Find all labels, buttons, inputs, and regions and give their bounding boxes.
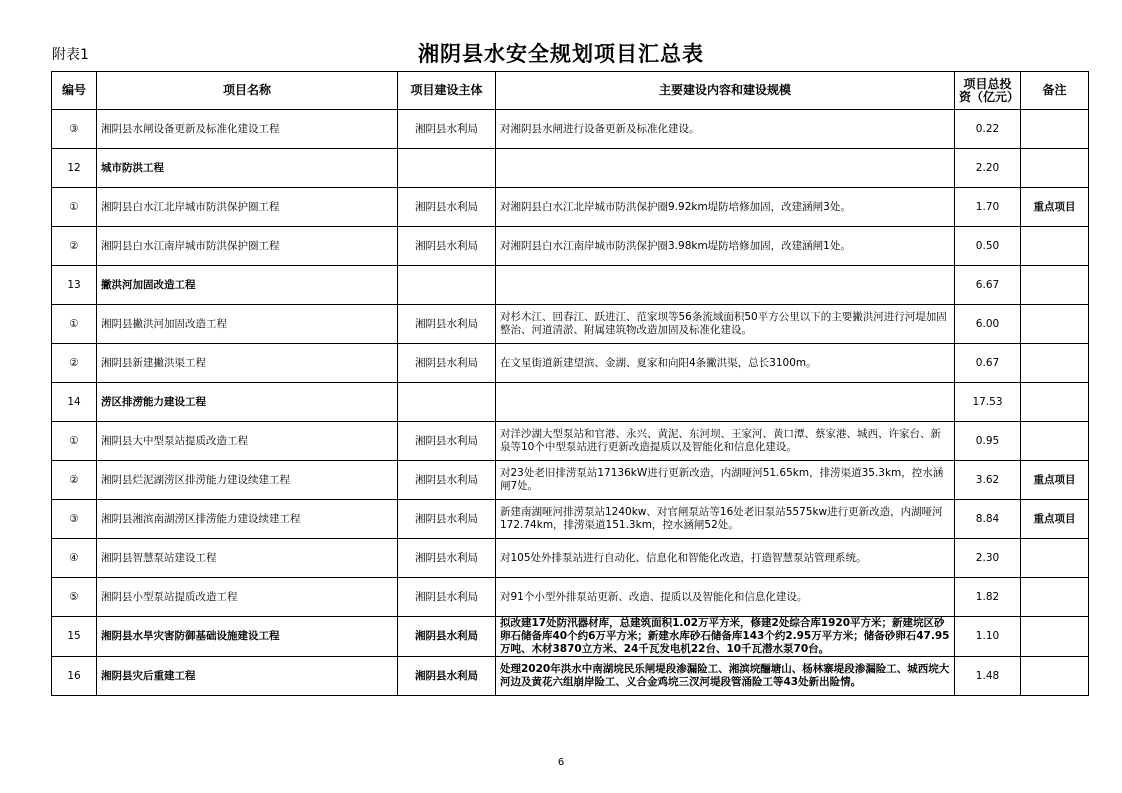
- project-name: 湘阴县白水江北岸城市防洪保护圈工程: [97, 188, 398, 227]
- project-note: [1021, 422, 1089, 461]
- project-owner: 湘阴县水利局: [398, 500, 496, 539]
- table-row: [52, 227, 1089, 266]
- row-number: ①: [52, 188, 97, 227]
- project-content: [496, 383, 955, 422]
- total-investment: 0.95: [955, 422, 1021, 461]
- project-content: 对105处外排泵站进行自动化、信息化和智能化改造，打造智慧泵站管理系统。: [496, 539, 955, 578]
- row-number: 15: [52, 617, 97, 657]
- row-number: ④: [52, 539, 97, 578]
- project-content: 在文星街道新建望滨、金湖、夏家和向阳4条撇洪渠，总长3100m。: [496, 344, 955, 383]
- table-row: [52, 422, 1089, 461]
- table-row: [52, 110, 1089, 149]
- project-content: 拟改建17处防汛器材库，总建筑面积1.02万平方米，修建2处综合库1920平方米；新建垸区砂卵石储备库40个约6万平方米；新建水库砂石储备库143个约2.95万平方米；储备砂卵石47.95万吨、木材3870立方米、24千瓦发电机22台、10千瓦潜水泵70台。: [496, 617, 955, 657]
- project-name: 湘阴县大中型泵站提质改造工程: [97, 422, 398, 461]
- table-row: [52, 149, 1089, 188]
- project-content: 对湘阴县白水江北岸城市防洪保护圈9.92km堤防培修加固，改建涵闸3处。: [496, 188, 955, 227]
- total-investment: 6.00: [955, 305, 1021, 344]
- project-name: 湘阴县灾后重建工程: [97, 657, 398, 696]
- project-content: [496, 149, 955, 188]
- total-investment: 1.10: [955, 617, 1021, 657]
- table-row: [52, 461, 1089, 500]
- project-name: 湘阴县新建撇洪渠工程: [97, 344, 398, 383]
- project-owner: 湘阴县水利局: [398, 422, 496, 461]
- total-investment: 8.84: [955, 500, 1021, 539]
- row-number: ①: [52, 305, 97, 344]
- project-name: 湘阴县小型泵站提质改造工程: [97, 578, 398, 617]
- table-row: [52, 383, 1089, 422]
- table-row: [52, 578, 1089, 617]
- table-row: [52, 617, 1089, 657]
- row-number: ①: [52, 422, 97, 461]
- col-header-invest: 项目总投资（亿元）: [955, 72, 1021, 110]
- project-note: 重点项目: [1021, 188, 1089, 227]
- table-body: [52, 110, 1089, 696]
- project-name: 城市防洪工程: [97, 149, 398, 188]
- col-header-no: 编号: [52, 72, 97, 110]
- project-owner: 湘阴县水利局: [398, 110, 496, 149]
- project-owner: 湘阴县水利局: [398, 578, 496, 617]
- row-number: ②: [52, 227, 97, 266]
- col-header-content: 主要建设内容和建设规模: [496, 72, 955, 110]
- project-content: [496, 266, 955, 305]
- project-content: 对91个小型外排泵站更新、改造、提质以及智能化和信息化建设。: [496, 578, 955, 617]
- project-note: [1021, 617, 1089, 657]
- table-row: [52, 344, 1089, 383]
- table-row: [52, 657, 1089, 696]
- total-investment: 3.62: [955, 461, 1021, 500]
- project-note: [1021, 578, 1089, 617]
- project-content: 对洋沙湖大型泵站和官港、永兴、黄泥、东河坝、王家河、黄口潭、蔡家港、城西、许家台、新泉等10个中型泵站进行更新改造提质以及智能化和信息化建设。: [496, 422, 955, 461]
- col-header-owner: 项目建设主体: [398, 72, 496, 110]
- project-owner: 湘阴县水利局: [398, 344, 496, 383]
- project-content: 对湘阴县白水江南岸城市防洪保护圈3.98km堤防培修加固，改建涵闸1处。: [496, 227, 955, 266]
- project-name: 湘阴县智慧泵站建设工程: [97, 539, 398, 578]
- project-note: [1021, 149, 1089, 188]
- project-name: 湘阴县水旱灾害防御基础设施建设工程: [97, 617, 398, 657]
- project-owner: 湘阴县水利局: [398, 188, 496, 227]
- project-content: 对湘阴县水闸进行设备更新及标准化建设。: [496, 110, 955, 149]
- table-row: [52, 266, 1089, 305]
- project-content: 对杉木江、回春江、跃进江、范家坝等56条流域面积50平方公里以下的主要撇洪河进行河堤加固整治、河道清淤、附属建筑物改造加固及标准化建设。: [496, 305, 955, 344]
- project-summary-table: [51, 71, 1089, 696]
- project-content: 对23处老旧排涝泵站17136kW进行更新改造，内湖哑河51.65km，排涝渠道35.3km，控水涵闸7处。: [496, 461, 955, 500]
- table-row: [52, 539, 1089, 578]
- total-investment: 17.53: [955, 383, 1021, 422]
- project-note: [1021, 227, 1089, 266]
- table-row: [52, 188, 1089, 227]
- project-content: 处理2020年洪水中南湖垸民乐闸堤段渗漏险工、湘滨垸酾塘山、杨林寨堤段渗漏险工、城西垸大河边及黄花六组崩岸险工、义合金鸡垸三汊河堤段管涌险工等43处新出险情。: [496, 657, 955, 696]
- table-header-row: [52, 72, 1089, 110]
- project-name: 湘阴县白水江南岸城市防洪保护圈工程: [97, 227, 398, 266]
- project-content: 新建南湖哑河排涝泵站1240kw、对官闸泵站等16处老旧泵站5575kw进行更新改造，内湖哑河172.74km，排涝渠道151.3km，控水涵闸52处。: [496, 500, 955, 539]
- project-name: 涝区排涝能力建设工程: [97, 383, 398, 422]
- project-owner: 湘阴县水利局: [398, 617, 496, 657]
- project-note: [1021, 110, 1089, 149]
- table-row: [52, 500, 1089, 539]
- project-owner: [398, 383, 496, 422]
- project-name: 湘阴县烂泥湖涝区排涝能力建设续建工程: [97, 461, 398, 500]
- project-owner: 湘阴县水利局: [398, 461, 496, 500]
- project-owner: [398, 266, 496, 305]
- project-note: [1021, 266, 1089, 305]
- project-name: 湘阴县水闸设备更新及标准化建设工程: [97, 110, 398, 149]
- total-investment: 1.48: [955, 657, 1021, 696]
- project-owner: 湘阴县水利局: [398, 305, 496, 344]
- project-note: [1021, 383, 1089, 422]
- project-note: 重点项目: [1021, 500, 1089, 539]
- total-investment: 1.70: [955, 188, 1021, 227]
- total-investment: 0.22: [955, 110, 1021, 149]
- total-investment: 0.67: [955, 344, 1021, 383]
- project-name: 湘阴县湘滨南湖涝区排涝能力建设续建工程: [97, 500, 398, 539]
- row-number: ⑤: [52, 578, 97, 617]
- project-name: 湘阴县撇洪河加固改造工程: [97, 305, 398, 344]
- project-owner: 湘阴县水利局: [398, 657, 496, 696]
- project-owner: [398, 149, 496, 188]
- page-number: 6: [557, 757, 565, 768]
- row-number: 13: [52, 266, 97, 305]
- total-investment: 2.30: [955, 539, 1021, 578]
- row-number: ②: [52, 344, 97, 383]
- row-number: ③: [52, 500, 97, 539]
- total-investment: 1.82: [955, 578, 1021, 617]
- total-investment: 0.50: [955, 227, 1021, 266]
- project-note: [1021, 657, 1089, 696]
- row-number: 16: [52, 657, 97, 696]
- project-note: [1021, 344, 1089, 383]
- row-number: 12: [52, 149, 97, 188]
- project-note: [1021, 305, 1089, 344]
- total-investment: 6.67: [955, 266, 1021, 305]
- project-note: [1021, 539, 1089, 578]
- table-row: [52, 305, 1089, 344]
- row-number: ③: [52, 110, 97, 149]
- col-header-name: 项目名称: [97, 72, 398, 110]
- project-note: 重点项目: [1021, 461, 1089, 500]
- total-investment: 2.20: [955, 149, 1021, 188]
- col-header-note: 备注: [1021, 72, 1089, 110]
- project-owner: 湘阴县水利局: [398, 227, 496, 266]
- attachment-label: 附表1: [52, 47, 89, 63]
- project-owner: 湘阴县水利局: [398, 539, 496, 578]
- page-title: 湘阴县水安全规划项目汇总表: [418, 42, 704, 66]
- row-number: 14: [52, 383, 97, 422]
- project-name: 撇洪河加固改造工程: [97, 266, 398, 305]
- row-number: ②: [52, 461, 97, 500]
